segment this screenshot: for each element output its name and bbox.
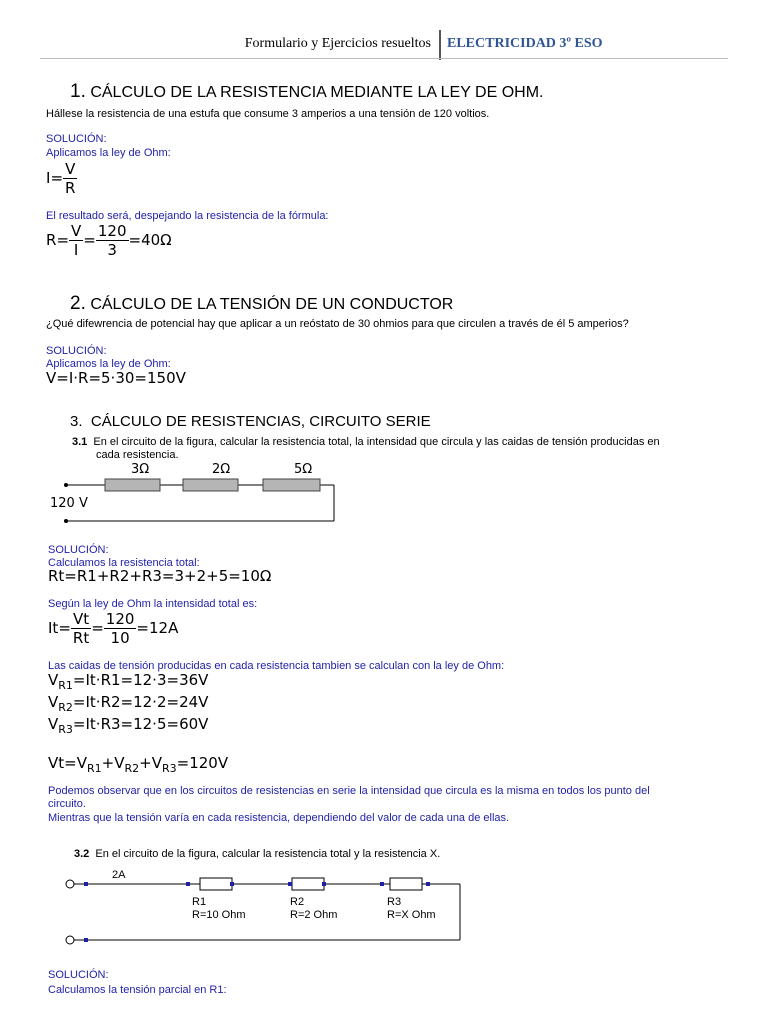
c1-r2-label: 2Ω [212,462,231,477]
section-3-2-solution-label: SOLUCIÓN: [48,969,109,981]
c2-resistor-r1 [200,878,232,890]
section-1-number: 1. [70,81,86,102]
it-num2: 120 [105,610,135,628]
c2-node-b [84,938,88,942]
c2-r3-label: R3 [387,896,402,908]
c2-node-r2a [288,882,292,886]
vt-s2: R2 [124,762,140,775]
section-2-solution-label: SOLUCIÓN: [46,345,107,357]
section-1-heading [70,81,543,103]
section-2-question: ¿Qué difewrencia de potencial hay que aplicar a un reóstato de 30 ohmios para que circulen a través de él 5 amperios? [46,318,629,330]
f2-num1: V [71,222,82,240]
f2-num2: 120 [97,222,127,240]
f2-fraction-2 [96,222,129,259]
vr3-formula [48,715,208,736]
f1-fraction [63,160,77,197]
f2-eq2: = [83,231,96,249]
c2-current-label: 2A [112,869,126,881]
vr2-rest: =It·R2=12·2=24V [72,693,209,711]
observation-line-1: Podemos observar que en los circuitos de resistencias en serie la intensidad que circula es la misma en todos los punto del [48,785,650,797]
caidas-text: Las caidas de tensión producidas en cada resistencia tambien se calculan con la ley de Ohm: [48,660,505,672]
section-3-heading [70,413,431,430]
vr3-sub: R3 [58,723,73,736]
section-2-number: 2. [70,293,86,314]
vt-d: =120V [176,754,229,772]
question-3-2 [74,848,440,860]
it-den1: Rt [72,629,90,647]
it-num1: Vt [71,610,91,629]
question-3-1-number: 3.1 [72,436,88,448]
section-3-title: CÁLCULO DE RESISTENCIAS, CIRCUITO SERIE [90,413,431,430]
vr1-v: V [48,671,59,689]
header-rule [40,58,728,59]
c2-node-r3a [380,882,384,886]
header-subject: ELECTRICIDAD 3º ESO [447,36,603,51]
vt-c: +V [139,754,162,772]
observation-line-3: Mientras que la tensión varía en cada resistencia, dependiendo del valor de cada una de ellas. [48,812,510,824]
section-1-result-text: El resultado será, despejando la resistencia de la fórmula: [46,210,329,222]
section-2-formula: V=I·R=5·30=150V [46,369,186,387]
question-3-1-line-1: En el circuito de la figura, calcular la resistencia total, la intensidad que circula y las caidas de tensión producidas en [93,436,660,448]
it-eq2: = [91,619,104,637]
it-fraction-1 [71,610,91,647]
question-3-2-number: 3.2 [74,848,90,860]
section-1-formula-2 [46,222,172,259]
question-3-1-line-2: cada resistencia. [96,449,179,461]
c2-node-r2b [322,882,326,886]
section-3-number: 3. [70,413,83,430]
vt-a: Vt=V [48,754,87,772]
resistor-5ohm [263,479,320,491]
c2-terminal-top [66,880,74,888]
f2-eq1: = [56,231,70,249]
it-eq1: = [58,619,71,637]
c2-node-r1b [230,882,234,886]
vt-formula [48,754,228,775]
f1-lhs: I [46,169,51,187]
calc-partial-text: Calculamos la tensión parcial en R1: [48,984,227,996]
c2-r2-label: R2 [290,896,305,908]
vr3-v: V [48,715,59,733]
segun-text: Según la ley de Ohm la intensidad total es: [48,598,258,610]
c2-r2-value: R=2 Ohm [290,909,338,921]
c2-node-a [84,882,88,886]
terminal-top [64,483,68,487]
vt-s1: R1 [86,762,102,775]
vt-s3: R3 [161,762,177,775]
calc-total-text: Calculamos la resistencia total: [48,557,200,569]
c1-r3-label: 5Ω [294,462,313,477]
vr2-v: V [48,693,59,711]
page-header [0,32,768,62]
it-den2: 10 [110,629,130,647]
c1-r1-label: 3Ω [131,462,150,477]
it-lhs: It [48,619,59,637]
it-fraction-2 [104,610,137,647]
section-1-apply-text: Aplicamos la ley de Ohm: [46,147,171,159]
resistor-2ohm [183,479,238,491]
terminal-bottom [64,519,68,523]
section-3-solution-label: SOLUCIÓN: [48,544,109,556]
it-formula [48,610,178,647]
question-3-2-text: En el circuito de la figura, calcular la resistencia total y la resistencia X. [95,848,441,860]
c2-resistor-r2 [292,878,324,890]
f2-den2: 3 [107,241,117,259]
vr2-formula [48,693,208,714]
section-1-solution-label: SOLUCIÓN: [46,133,107,145]
section-1-formula-1 [46,160,77,197]
section-1-title: CÁLCULO DE LA RESISTENCIA MEDIANTE LA LEY DE OHM. [90,84,544,101]
observation-line-2: circuito. [48,798,86,810]
f1-denominator: R [65,179,76,197]
f2-lhs: R [46,231,57,249]
vr2-sub: R2 [58,701,73,714]
question-3-1 [72,436,660,448]
f1-eq: = [50,169,64,187]
vr1-rest: =It·R1=12·3=36V [72,671,209,689]
c2-r3-value: R=X Ohm [387,909,436,921]
rt-formula: Rt=R1+R2+R3=3+2+5=10Ω [48,567,272,585]
header-title: Formulario y Ejercicios resueltos [244,36,431,51]
c2-terminal-bottom [66,936,74,944]
c2-node-r3b [426,882,430,886]
c2-node-r1a [186,882,190,886]
header-separator [439,30,441,60]
section-2-apply-text: Aplicamos la ley de Ohm: [46,358,171,370]
section-2-title: CÁLCULO DE LA TENSIÓN DE UN CONDUCTOR [90,296,454,313]
c1-voltage-label: 120 V [50,496,88,511]
f2-fraction-1 [69,222,83,259]
c2-resistor-r3 [390,878,422,890]
vr1-sub: R1 [58,679,73,692]
f2-den1: I [73,241,79,259]
it-tail: =12A [136,619,179,637]
section-1-question: Hállese la resistencia de una estufa que consume 3 amperios a una tensión de 120 voltios. [46,108,490,120]
resistor-3ohm [105,479,160,491]
f2-tail: =40Ω [128,231,172,249]
vt-b: +V [101,754,125,772]
f1-numerator: V [63,160,77,179]
vr3-rest: =It·R3=12·5=60V [72,715,209,733]
section-2-heading [70,293,453,315]
c2-r1-value: R=10 Ohm [192,909,246,921]
c2-r1-label: R1 [192,896,207,908]
vr1-formula [48,671,208,692]
